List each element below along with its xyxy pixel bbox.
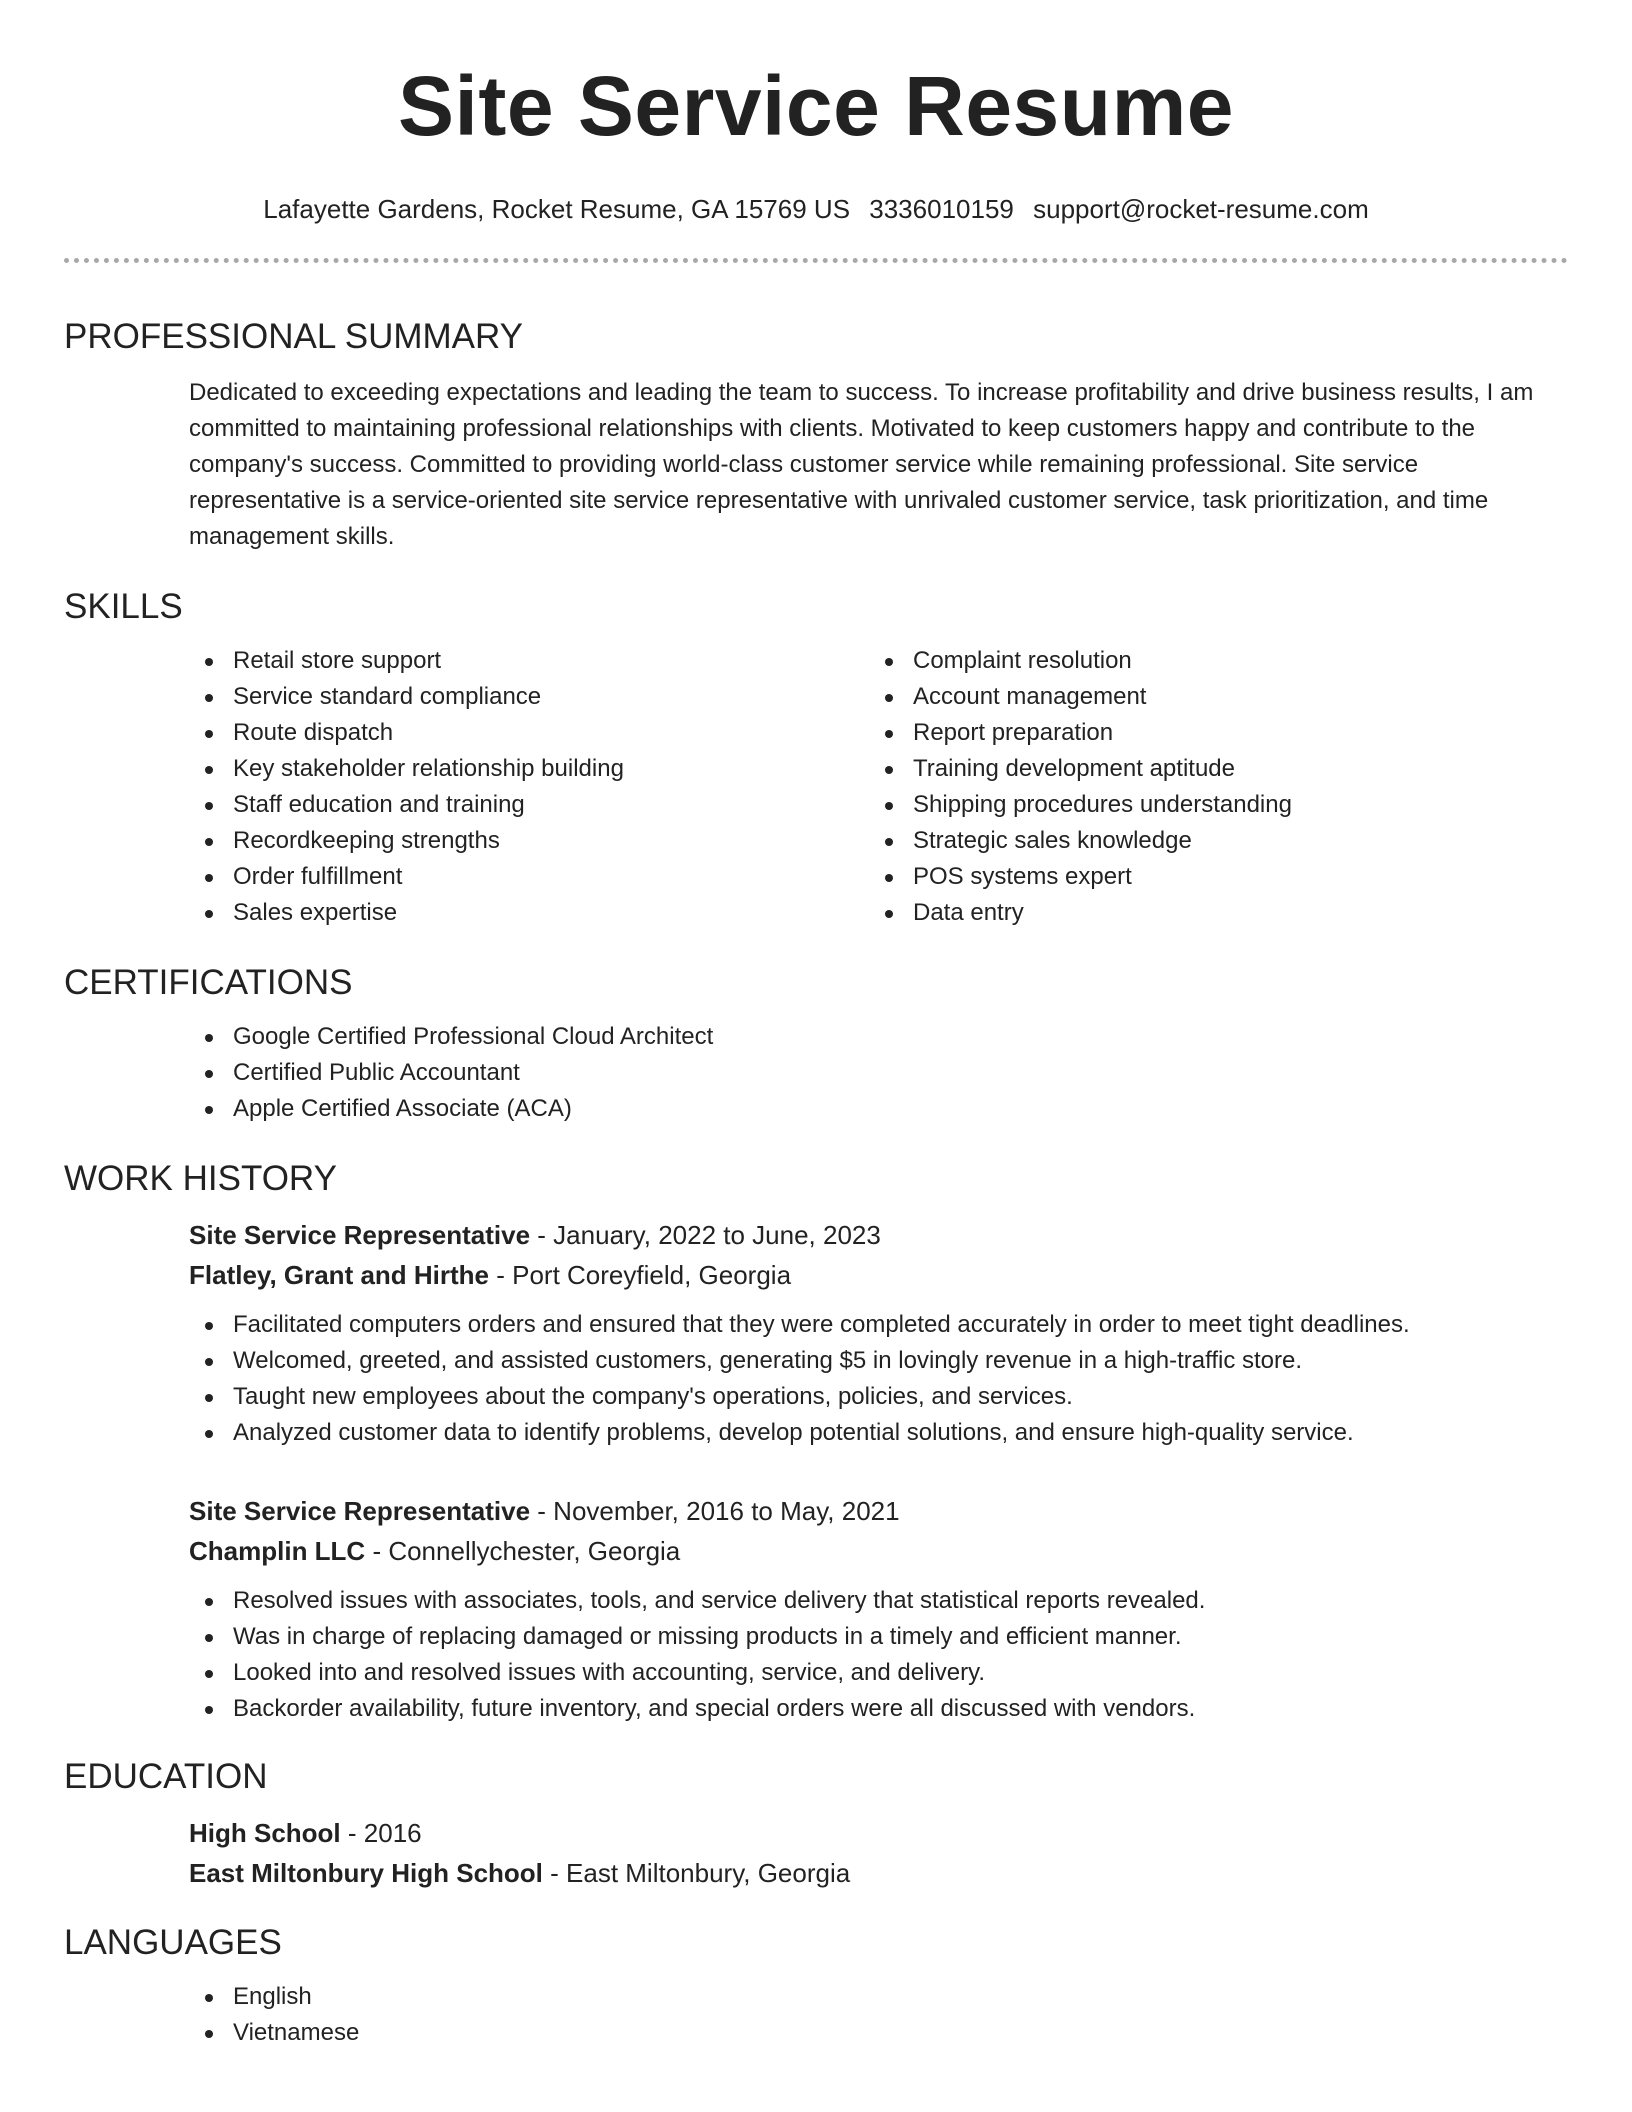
list-item: Route dispatch xyxy=(189,715,869,751)
education-heading: EDUCATION xyxy=(64,1757,268,1796)
education-year: - 2016 xyxy=(340,1818,422,1848)
list-item: Retail store support xyxy=(189,643,869,679)
certifications-list xyxy=(189,1019,1568,1127)
list-item: Complaint resolution xyxy=(869,643,1549,679)
header-divider xyxy=(64,258,1568,263)
list-item: Analyzed customer data to identify problems, develop potential solutions, and ensure high-quality service. xyxy=(189,1415,1568,1451)
work-history-section xyxy=(64,1157,1568,1727)
list-item: Google Certified Professional Cloud Architect xyxy=(189,1019,1568,1055)
certifications-section xyxy=(64,961,1568,1127)
languages-list xyxy=(189,1979,1568,2051)
job-company-line xyxy=(189,1531,1568,1571)
list-item: Resolved issues with associates, tools, and service delivery that statistical reports revealed. xyxy=(189,1583,1568,1619)
contact-email: support@rocket-resume.com xyxy=(1033,194,1369,224)
list-item: Data entry xyxy=(869,895,1549,931)
list-item: Apple Certified Associate (ACA) xyxy=(189,1091,1568,1127)
job-location: - Port Coreyfield, Georgia xyxy=(489,1260,792,1290)
job-title-line xyxy=(189,1215,1568,1255)
work-history-heading: WORK HISTORY xyxy=(64,1159,337,1198)
summary-text: Dedicated to exceeding expectations and leading the team to success. To increase profitability and drive business results, I am committed to maintaining professional relationships with clients. Motivated to keep customers happy and contribute to the company's success. Committed to providing world-class customer service while remaining professional. Site service representative is a service-oriented site service representative with unrivaled customer service, task prioritization, and time management skills. xyxy=(189,379,1534,550)
education-location: - East Miltonbury, Georgia xyxy=(542,1858,851,1888)
education-degree-line xyxy=(189,1813,1568,1853)
education-section xyxy=(64,1755,1568,1893)
job-role: Site Service Representative xyxy=(189,1496,531,1526)
languages-heading: LANGUAGES xyxy=(64,1923,282,1962)
list-item: Was in charge of replacing damaged or missing products in a timely and efficient manner. xyxy=(189,1619,1568,1655)
contact-line xyxy=(64,192,1568,226)
skills-list-right xyxy=(869,643,1549,931)
job-duties-list xyxy=(189,1307,1568,1451)
job-company: Flatley, Grant and Hirthe xyxy=(189,1260,490,1290)
list-item: Sales expertise xyxy=(189,895,869,931)
languages-section xyxy=(64,1921,1568,2051)
contact-address: Lafayette Gardens, Rocket Resume, GA 15769 US xyxy=(263,194,851,224)
certifications-heading: CERTIFICATIONS xyxy=(64,963,353,1002)
list-item: Service standard compliance xyxy=(189,679,869,715)
list-item: Staff education and training xyxy=(189,787,869,823)
list-item: Key stakeholder relationship building xyxy=(189,751,869,787)
skills-section xyxy=(64,585,1568,931)
contact-phone: 3336010159 xyxy=(869,194,1014,224)
skills-list-left xyxy=(189,643,869,931)
job-role: Site Service Representative xyxy=(189,1220,531,1250)
list-item: Shipping procedures understanding xyxy=(869,787,1549,823)
list-item: Strategic sales knowledge xyxy=(869,823,1549,859)
job-location: - Connellychester, Georgia xyxy=(365,1536,681,1566)
job-dates: - January, 2022 to June, 2023 xyxy=(530,1220,881,1250)
summary-section xyxy=(64,315,1568,555)
list-item: Account management xyxy=(869,679,1549,715)
list-item: Recordkeeping strengths xyxy=(189,823,869,859)
list-item: Training development aptitude xyxy=(869,751,1549,787)
job-company-line xyxy=(189,1255,1568,1295)
list-item: Looked into and resolved issues with accounting, service, and delivery. xyxy=(189,1655,1568,1691)
list-item: Facilitated computers orders and ensured that they were completed accurately in order to meet tight deadlines. xyxy=(189,1307,1568,1343)
skills-grid xyxy=(64,629,1568,931)
job-dates: - November, 2016 to May, 2021 xyxy=(530,1496,900,1526)
job-entry xyxy=(189,1215,1568,1451)
job-company: Champlin LLC xyxy=(189,1536,366,1566)
education-school-line xyxy=(189,1853,1568,1893)
job-entry xyxy=(189,1491,1568,1727)
list-item: Backorder availability, future inventory, and special orders were all discussed with vendors. xyxy=(189,1691,1568,1727)
job-title-line xyxy=(189,1491,1568,1531)
education-degree: High School xyxy=(189,1818,341,1848)
job-duties-list xyxy=(189,1583,1568,1727)
list-item: POS systems expert xyxy=(869,859,1549,895)
list-item: Vietnamese xyxy=(189,2015,1568,2051)
resume-name: Site Service Resume xyxy=(398,59,1234,153)
list-item: Welcomed, greeted, and assisted customers, generating $5 in lovingly revenue in a high-traffic store. xyxy=(189,1343,1568,1379)
list-item: Taught new employees about the company's operations, policies, and services. xyxy=(189,1379,1568,1415)
list-item: English xyxy=(189,1979,1568,2015)
summary-heading: PROFESSIONAL SUMMARY xyxy=(64,317,523,356)
list-item: Order fulfillment xyxy=(189,859,869,895)
skills-heading: SKILLS xyxy=(64,587,183,626)
list-item: Certified Public Accountant xyxy=(189,1055,1568,1091)
education-school: East Miltonbury High School xyxy=(189,1858,543,1888)
list-item: Report preparation xyxy=(869,715,1549,751)
